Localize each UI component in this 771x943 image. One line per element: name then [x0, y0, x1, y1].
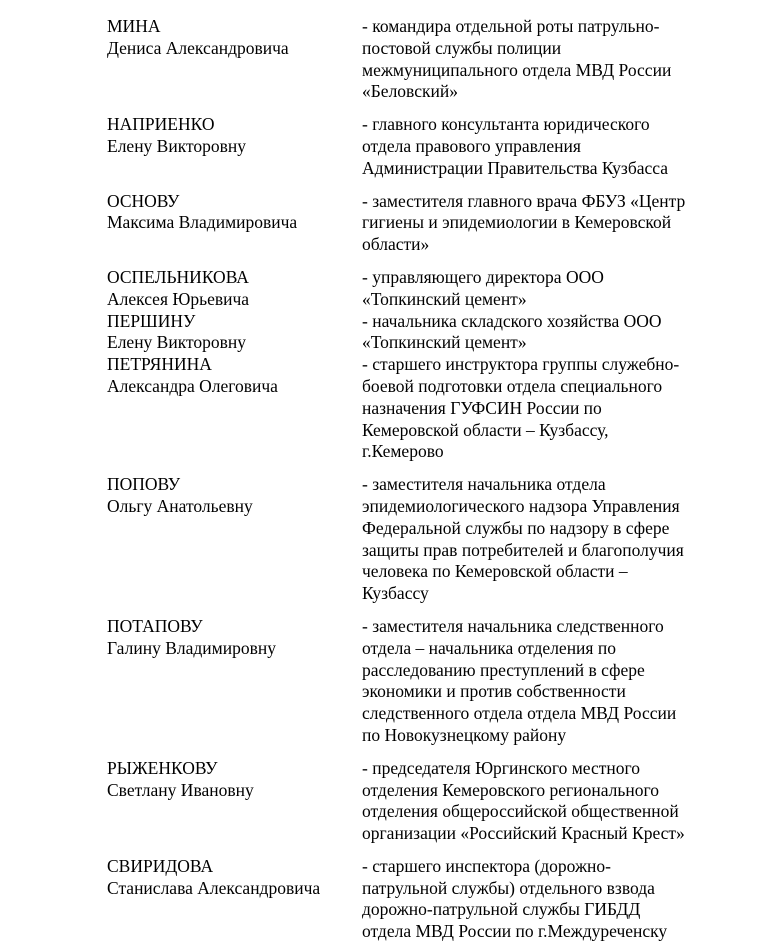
- person-name: [107, 474, 362, 518]
- position-line: отдела – начальника отделения по: [362, 637, 616, 658]
- position-line: боевой подготовки отдела специального: [362, 375, 663, 396]
- person-name: [107, 191, 362, 235]
- person-surname: ОСПЕЛЬНИКОВА: [107, 266, 249, 287]
- position-line: - председателя Юргинского местного: [362, 757, 641, 778]
- position-line: эпидемиологического надзора Управления: [362, 495, 680, 516]
- person-position: [362, 114, 722, 179]
- position-line: «Топкинский цемент»: [362, 332, 527, 353]
- person-surname: МИНА: [107, 16, 161, 36]
- person-position: [362, 354, 722, 463]
- list-entry: [107, 267, 727, 311]
- position-line: патрульной службы) отдельного взвода: [362, 877, 655, 898]
- person-position: [362, 856, 722, 943]
- position-line: - заместителя начальника следственного: [362, 615, 664, 636]
- person-position: [362, 191, 722, 256]
- position-line: постовой службы полиции: [362, 37, 562, 58]
- person-given-names: Ольгу Анатольевну: [107, 495, 253, 516]
- position-line: - управляющего директора ООО: [362, 266, 604, 287]
- person-given-names: Галину Владимировну: [107, 637, 276, 658]
- position-line: межмуниципального отдела МВД России: [362, 59, 672, 80]
- person-given-names: Алексея Юрьевича: [107, 288, 250, 309]
- person-position: [362, 16, 722, 103]
- position-line: отделения общероссийской общественной: [362, 801, 679, 822]
- person-surname: ПЕТРЯНИНА: [107, 354, 212, 375]
- position-line: назначения ГУФСИН России по: [362, 397, 602, 418]
- position-line: человека по Кемеровской области –: [362, 561, 628, 582]
- position-line: по Новокузнецкому району: [362, 724, 567, 745]
- list-entry: [107, 311, 727, 355]
- person-position: [362, 616, 722, 747]
- person-surname: СВИРИДОВА: [107, 855, 214, 876]
- person-surname: ПОПОВУ: [107, 474, 181, 495]
- list-entry: [107, 114, 727, 179]
- person-given-names: Александра Олеговича: [107, 375, 278, 396]
- person-position: [362, 267, 722, 311]
- person-given-names: Светлану Ивановну: [107, 779, 254, 800]
- list-entry: [107, 354, 727, 463]
- person-position: [362, 758, 722, 845]
- person-name: [107, 856, 362, 900]
- person-surname: ПОТАПОВУ: [107, 615, 203, 636]
- list-entry: [107, 16, 727, 103]
- position-line: «Топкинский цемент»: [362, 288, 527, 309]
- person-given-names: Дениса Александровича: [107, 37, 289, 58]
- position-line: Кемеровской области – Кузбассу,: [362, 419, 609, 440]
- person-surname: ПЕРШИНУ: [107, 310, 196, 331]
- position-line: отдела МВД России по г.Междуреченску: [362, 921, 668, 942]
- person-given-names: Станислава Александровича: [107, 877, 321, 898]
- position-line: экономики и против собственности: [362, 681, 626, 702]
- position-line: г.Кемерово: [362, 441, 444, 462]
- position-line: Федеральной службы по надзору в сфере: [362, 517, 670, 538]
- position-line: расследованию преступлений в сфере: [362, 659, 645, 680]
- person-name: [107, 114, 362, 158]
- person-name: [107, 16, 362, 60]
- position-line: - старшего инспектора (дорожно-: [362, 855, 611, 876]
- position-line: организации «Российский Красный Крест»: [362, 823, 685, 844]
- position-line: области»: [362, 234, 430, 255]
- list-entry: [107, 758, 727, 845]
- person-name: [107, 354, 362, 398]
- person-surname: РЫЖЕНКОВУ: [107, 757, 218, 778]
- list-entry: [107, 856, 727, 943]
- person-given-names: Максима Владимировича: [107, 212, 298, 233]
- position-line: - старшего инструктора группы служебно-: [362, 354, 680, 375]
- person-name: [107, 311, 362, 355]
- person-position: [362, 311, 722, 355]
- position-line: - начальника складского хозяйства ООО: [362, 310, 662, 331]
- award-list-document: [107, 16, 727, 943]
- position-line: дорожно-патрульной службы ГИБДД: [362, 899, 641, 920]
- position-line: - заместителя начальника отдела: [362, 474, 606, 495]
- list-entry: [107, 616, 727, 747]
- position-line: следственного отдела отдела МВД России: [362, 703, 677, 724]
- position-line: Администрации Правительства Кузбасса: [362, 157, 669, 178]
- person-surname: НАПРИЕНКО: [107, 114, 215, 135]
- person-name: [107, 267, 362, 311]
- person-position: [362, 474, 722, 605]
- position-line: отдела правового управления: [362, 135, 581, 156]
- person-name: [107, 616, 362, 660]
- person-surname: ОСНОВУ: [107, 190, 180, 211]
- list-entry: [107, 191, 727, 256]
- position-line: - заместителя главного врача ФБУЗ «Центр: [362, 190, 686, 211]
- position-line: «Беловский»: [362, 81, 458, 102]
- person-given-names: Елену Викторовну: [107, 135, 247, 156]
- position-line: Кузбассу: [362, 583, 429, 604]
- position-line: отделения Кемеровского регионального: [362, 779, 659, 800]
- person-given-names: Елену Викторовну: [107, 332, 247, 353]
- list-entry: [107, 474, 727, 605]
- position-line: гигиены и эпидемиологии в Кемеровской: [362, 212, 672, 233]
- position-line: - главного консультанта юридического: [362, 114, 650, 135]
- person-name: [107, 758, 362, 802]
- position-line: защиты прав потребителей и благополучия: [362, 539, 684, 560]
- position-line: - командира отдельной роты патрульно-: [362, 16, 660, 36]
